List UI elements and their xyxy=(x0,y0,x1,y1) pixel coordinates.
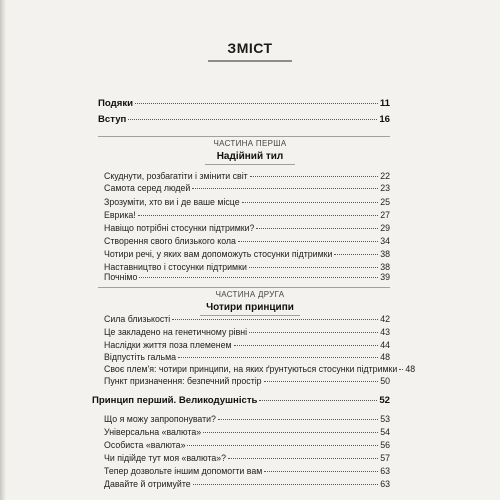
toc-entry-title: Це закладено на генетичному рівні xyxy=(104,327,248,337)
toc-page-number: 42 xyxy=(380,314,390,324)
part-label: ЧАСТИНА ДРУГА xyxy=(215,290,285,299)
toc-entry-introduction xyxy=(98,114,390,128)
toc-leader-dots xyxy=(250,176,378,177)
toc-leader-dots xyxy=(234,345,379,346)
toc-entry xyxy=(104,327,390,341)
part-title: Надійний тил xyxy=(216,151,284,162)
toc-leader-dots xyxy=(399,369,403,370)
toc-page-number: 22 xyxy=(380,171,390,181)
toc-leader-dots xyxy=(218,419,378,420)
toc-page-number: 16 xyxy=(379,114,390,125)
toc-entry xyxy=(104,272,390,286)
toc-entry-title: Чотири речі, у яких вам допоможуть стосунки підтримки xyxy=(104,249,333,259)
toc-page-number: 38 xyxy=(380,249,390,259)
toc-leader-dots xyxy=(172,319,378,320)
toc-entry xyxy=(104,479,390,493)
toc-page-number: 50 xyxy=(380,376,390,386)
part-label: ЧАСТИНА ПЕРША xyxy=(213,139,287,148)
toc-page-number: 44 xyxy=(380,340,390,350)
toc-page-number: 48 xyxy=(405,364,416,374)
toc-page-number: 54 xyxy=(380,427,390,437)
toc-entry xyxy=(104,314,390,328)
toc-leader-dots xyxy=(256,228,378,229)
toc-entry xyxy=(104,453,390,467)
part-title-underline xyxy=(205,164,295,165)
toc-page-number: 52 xyxy=(379,395,390,406)
toc-page-number: 11 xyxy=(379,98,390,109)
toc-leader-dots xyxy=(139,277,378,278)
toc-page-number: 43 xyxy=(380,327,390,337)
toc-entry-title: Тепер дозвольте іншим допомогти вам xyxy=(104,466,263,476)
toc-page-number: 48 xyxy=(380,352,390,362)
toc-entry xyxy=(104,466,390,480)
toc-leader-dots xyxy=(187,445,378,446)
toc-entry xyxy=(104,197,390,211)
toc-leader-dots xyxy=(264,381,379,382)
toc-entry-title: Подяки xyxy=(98,98,134,109)
toc-entry-title: Чи підійде тут моя «валюта»? xyxy=(104,453,227,463)
toc-leader-dots xyxy=(193,484,379,485)
toc-entry xyxy=(104,376,390,390)
toc-entry xyxy=(104,223,390,237)
page-title: ЗМІСТ xyxy=(227,40,273,56)
toc-entry-title: Самота серед людей xyxy=(104,183,191,193)
toc-entry xyxy=(104,249,390,263)
toc-entry xyxy=(104,210,390,224)
toc-entry-title: Наставництво і стосунки підтримки xyxy=(104,262,247,272)
toc-entry xyxy=(104,414,390,428)
toc-entry xyxy=(104,440,390,454)
toc-entry-title: Еврика! xyxy=(104,210,136,220)
toc-entry-title: Почнімо xyxy=(104,272,138,282)
part-title: Чотири принципи xyxy=(206,302,294,313)
toc-page-number: 23 xyxy=(380,183,390,193)
toc-leader-dots xyxy=(264,471,378,472)
toc-leader-dots xyxy=(138,215,378,216)
toc-entry-title: Наслідки життя поза племенем xyxy=(104,340,232,350)
toc-leader-dots xyxy=(178,357,378,358)
toc-page-number: 27 xyxy=(380,210,390,220)
toc-page-number: 57 xyxy=(380,453,390,463)
toc-entry-title: Своє плем'я: чотири принципи, на яких ґрунтуються стосунки підтримки xyxy=(104,364,398,374)
toc-entry xyxy=(104,236,390,250)
toc-page-number: 53 xyxy=(380,414,390,424)
toc-entry xyxy=(104,427,390,441)
toc-leader-dots xyxy=(228,458,378,459)
toc-leader-dots xyxy=(259,400,377,401)
part-divider xyxy=(98,136,390,137)
toc-entry-title: Сила близькості xyxy=(104,314,171,324)
toc-leader-dots xyxy=(192,188,378,189)
toc-entry-title: Навіщо потрібні стосунки підтримки? xyxy=(104,223,255,233)
toc-page-number: 38 xyxy=(380,262,390,272)
toc-leader-dots xyxy=(203,432,378,433)
toc-entry-principle-one xyxy=(92,395,390,409)
toc-page-number: 63 xyxy=(380,466,390,476)
toc-entry-acknowledgements xyxy=(98,98,390,112)
title-underline xyxy=(208,60,292,62)
toc-leader-dots xyxy=(334,254,378,255)
toc-leader-dots xyxy=(242,202,379,203)
toc-entry-title: Універсальна «валюта» xyxy=(104,427,202,437)
toc-page-number: 39 xyxy=(380,272,390,282)
toc-leader-dots xyxy=(238,241,378,242)
toc-page-number: 25 xyxy=(380,197,390,207)
toc-entry-title: Давайте й отримуйте xyxy=(104,479,191,489)
toc-entry-title: Скуднути, розбагатіти і змінити світ xyxy=(104,171,248,181)
toc-entry-title: Вступ xyxy=(98,114,127,125)
toc-entry-title: Пункт призначення: безпечний простір xyxy=(104,376,262,386)
toc-entry-title: Що я можу запропонувати? xyxy=(104,414,216,424)
toc-page-number: 56 xyxy=(380,440,390,450)
toc-entry-title: Відпустіть гальма xyxy=(104,352,177,362)
toc-entry-title: Зрозуміти, хто ви і де ваше місце xyxy=(104,197,240,207)
toc-entry xyxy=(104,183,390,197)
part-divider xyxy=(98,287,390,288)
toc-page-number: 34 xyxy=(380,236,390,246)
toc-leader-dots xyxy=(135,103,378,104)
toc-page-number: 63 xyxy=(380,479,390,489)
toc-leader-dots xyxy=(249,267,378,268)
toc-entry-title: Створення свого близького кола xyxy=(104,236,236,246)
toc-entry-title: Особиста «валюта» xyxy=(104,440,186,450)
toc-entry-title: Принцип перший. Великодушність xyxy=(92,395,258,406)
toc-page-number: 29 xyxy=(380,223,390,233)
toc-leader-dots xyxy=(249,332,378,333)
toc-leader-dots xyxy=(128,119,377,120)
page-binding-shadow xyxy=(0,0,6,500)
